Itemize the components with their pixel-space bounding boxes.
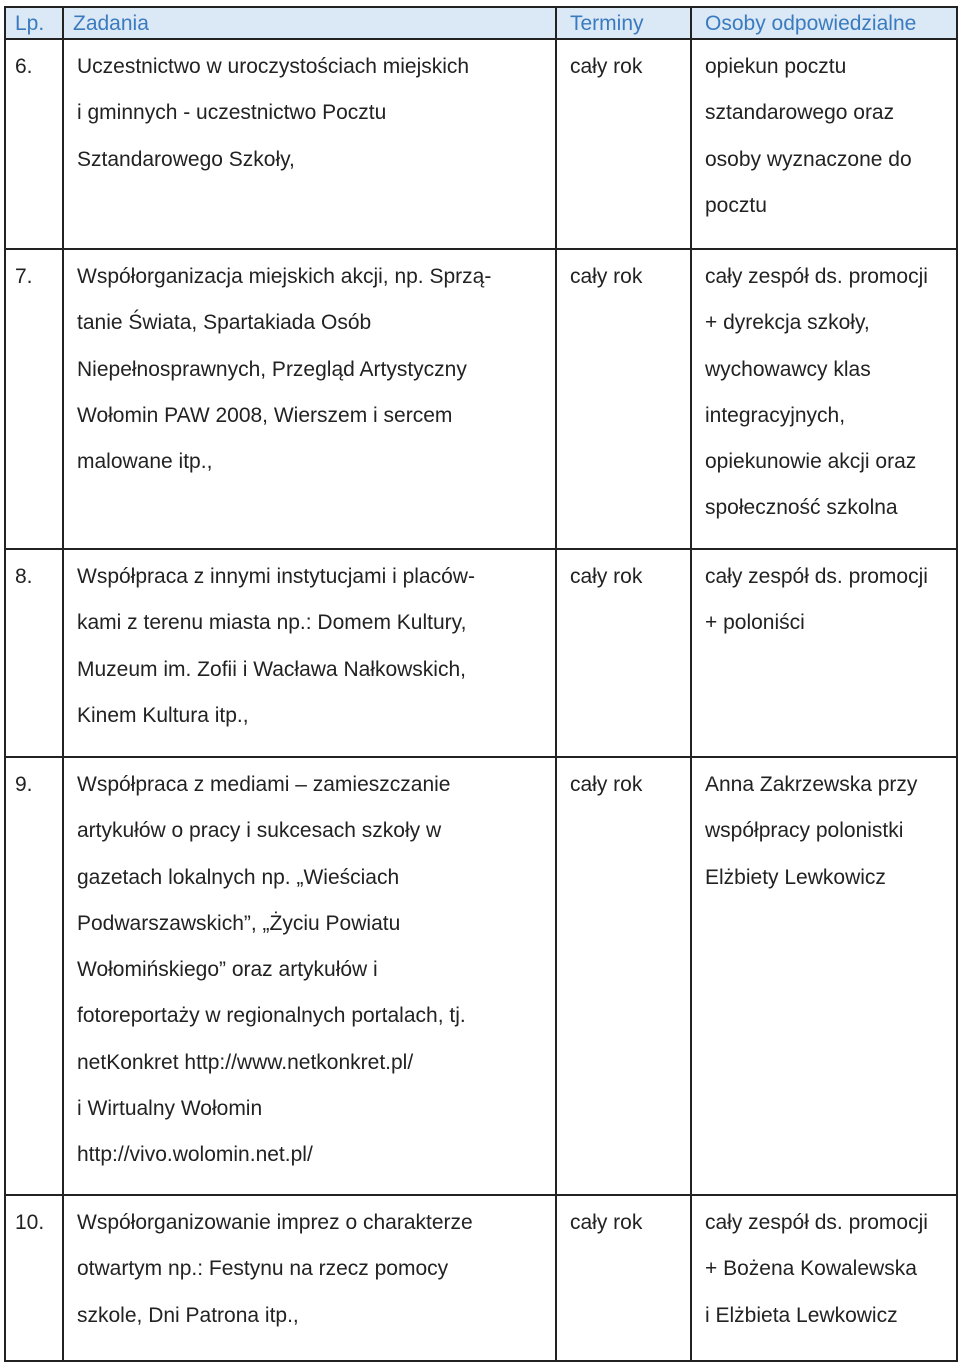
header-tasks: Zadania	[63, 7, 556, 39]
responsible-cell-line: + dyrekcja szkoły,	[705, 311, 870, 335]
responsible-cell-line: społeczność szkolna	[705, 496, 898, 520]
table-row	[5, 249, 957, 549]
term-cell	[556, 39, 691, 249]
responsible-cell	[691, 549, 957, 757]
activities-table	[4, 6, 958, 1362]
task-cell-line: otwartym np.: Festynu na rzecz pomocy	[77, 1257, 449, 1281]
task-cell	[63, 39, 556, 249]
responsible-cell-line: pocztu	[705, 193, 767, 217]
table-row	[5, 1195, 957, 1361]
responsible-cell-line: cały zespół ds. promocji	[705, 565, 928, 588]
responsible-cell-line: + poloniści	[705, 611, 805, 635]
term-cell-text: cały rok	[570, 265, 643, 288]
term-cell	[556, 1195, 691, 1361]
header-lp: Lp.	[5, 7, 63, 39]
task-cell-line: i gminnych - uczestnictwo Pocztu	[77, 101, 387, 125]
task-cell-line: artykułów o pracy i sukcesach szkoły w	[77, 819, 442, 843]
task-cell-line: Uczestnictwo w uroczystościach miejskich	[77, 55, 470, 78]
task-cell-line: gazetach lokalnych np. „Wieściach	[77, 865, 400, 889]
responsible-cell	[691, 39, 957, 249]
responsible-cell	[691, 1195, 957, 1361]
responsible-cell-line: Elżbiety Lewkowicz	[705, 865, 886, 889]
table-row	[5, 39, 957, 249]
responsible-cell	[691, 249, 957, 549]
task-cell	[63, 1195, 556, 1361]
task-cell-line: i Wirtualny Wołomin	[77, 1097, 263, 1121]
task-cell-line: Kinem Kultura itp.,	[77, 703, 249, 727]
task-cell-line: Niepełnosprawnych, Przegląd Artystyczny	[77, 357, 467, 381]
responsible-cell-line: Anna Zakrzewska przy	[705, 773, 918, 796]
header-terms: Terminy	[556, 7, 691, 39]
task-cell-line: Sztandarowego Szkoły,	[77, 147, 295, 171]
table-row	[5, 757, 957, 1195]
task-cell-line: fotoreportaży w regionalnych portalach, tj.	[77, 1004, 466, 1028]
task-cell-line: Wołomin PAW 2008, Wierszem i sercem	[77, 403, 453, 427]
task-cell-line: http://vivo.wolomin.net.pl/	[77, 1143, 313, 1167]
task-cell-line: tanie Świata, Spartakiada Osób	[77, 311, 372, 335]
task-cell-line: Muzeum im. Zofii i Wacława Nałkowskich,	[77, 657, 466, 681]
responsible-cell-line: współpracy polonistki	[705, 819, 904, 843]
table-body	[5, 39, 957, 1361]
row-number	[5, 757, 63, 1195]
row-number	[5, 549, 63, 757]
task-cell-line: Współpraca z innymi instytucjami i placów-	[77, 565, 475, 588]
row-number-text: 8.	[15, 565, 33, 588]
row-number-text: 10.	[15, 1211, 45, 1234]
task-cell-line: Podwarszawskich”, „Życiu Powiatu	[77, 911, 401, 935]
term-cell-text: cały rok	[570, 1211, 643, 1234]
task-cell-line: kami z terenu miasta np.: Domem Kultury,	[77, 611, 467, 635]
row-number	[5, 249, 63, 549]
responsible-cell-line: i Elżbieta Lewkowicz	[705, 1303, 898, 1327]
responsible-cell-line: cały zespół ds. promocji	[705, 265, 928, 288]
row-number-text: 6.	[15, 55, 33, 78]
table-header	[5, 7, 957, 39]
task-cell-line: Współorganizacja miejskich akcji, np. Sprzą-	[77, 265, 492, 288]
task-cell	[63, 249, 556, 549]
task-cell-line: Współorganizowanie imprez o charakterze	[77, 1211, 473, 1234]
term-cell-text: cały rok	[570, 773, 643, 796]
row-number-text: 7.	[15, 265, 33, 288]
row-number	[5, 39, 63, 249]
row-number-text: 9.	[15, 773, 33, 796]
task-cell-line: Wołomińskiego” oraz artykułów i	[77, 958, 378, 982]
task-cell-line: szkole, Dni Patrona itp.,	[77, 1303, 299, 1327]
table-row	[5, 549, 957, 757]
responsible-cell	[691, 757, 957, 1195]
term-cell	[556, 757, 691, 1195]
responsible-cell-line: + Bożena Kowalewska	[705, 1257, 917, 1281]
term-cell	[556, 549, 691, 757]
term-cell-text: cały rok	[570, 55, 643, 78]
responsible-cell-line: opiekunowie akcji oraz	[705, 450, 917, 474]
responsible-cell-line: osoby wyznaczone do	[705, 147, 912, 171]
responsible-cell-line: integracyjnych,	[705, 403, 846, 427]
row-number	[5, 1195, 63, 1361]
responsible-cell-line: wychowawcy klas	[705, 357, 871, 381]
responsible-cell-line: cały zespół ds. promocji	[705, 1211, 928, 1234]
task-cell-line: netKonkret http://www.netkonkret.pl/	[77, 1050, 414, 1074]
header-responsible: Osoby odpowiedzialne	[691, 7, 957, 39]
task-cell-line: malowane itp.,	[77, 450, 213, 474]
responsible-cell-line: sztandarowego oraz	[705, 101, 895, 125]
task-cell	[63, 757, 556, 1195]
term-cell-text: cały rok	[570, 565, 643, 588]
term-cell	[556, 249, 691, 549]
responsible-cell-line: opiekun pocztu	[705, 55, 847, 78]
task-cell	[63, 549, 556, 757]
task-cell-line: Współpraca z mediami – zamieszczanie	[77, 773, 451, 796]
